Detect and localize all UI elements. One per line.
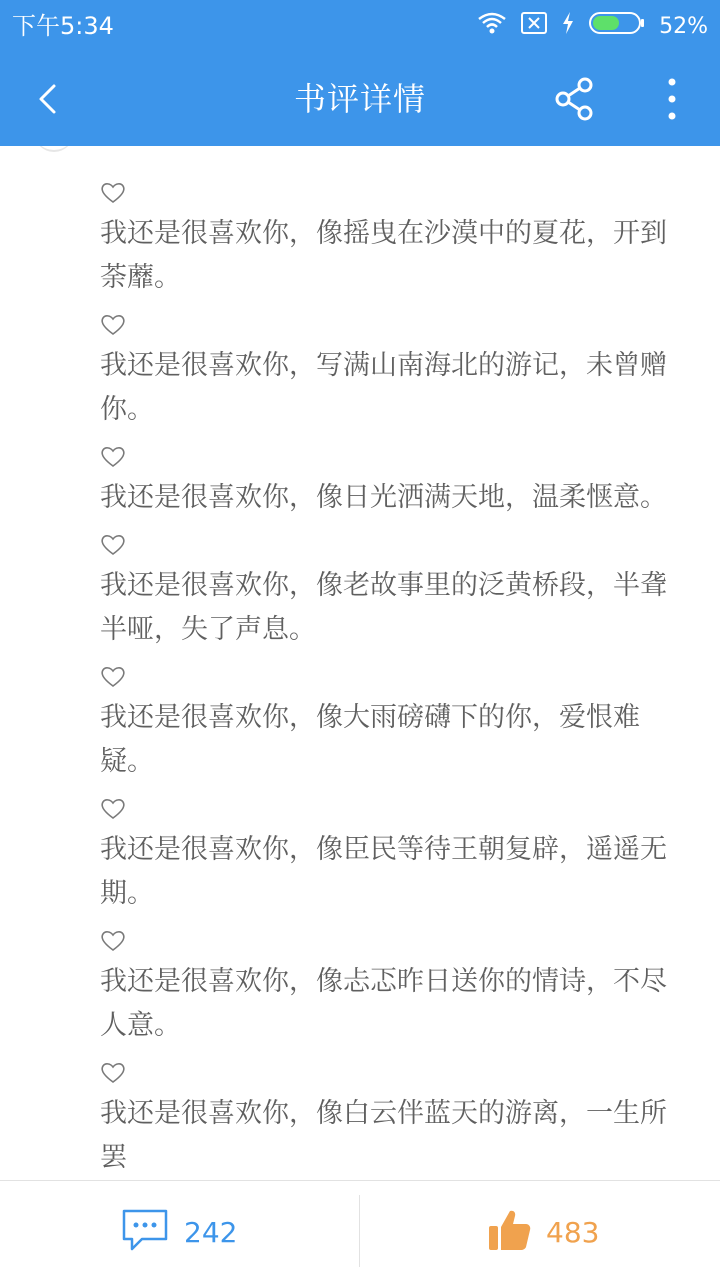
battery-percent: 52% [659, 13, 708, 39]
stanza [100, 1054, 690, 1180]
app-bar [0, 52, 720, 146]
battery-icon [589, 11, 645, 41]
thumbs-up-icon [486, 1207, 532, 1257]
stanza [100, 174, 690, 300]
stanza [100, 306, 690, 432]
divider [359, 1195, 360, 1267]
stanza [100, 438, 690, 520]
charging-icon [561, 11, 575, 41]
more-button[interactable] [650, 74, 694, 124]
sim-x-icon [521, 12, 547, 40]
heart-outline-icon [100, 790, 690, 828]
stanza-text: 我还是很喜欢你，像臣民等待王朝复辟，遥遥无期。 [100, 834, 667, 909]
stanza-text: 我还是很喜欢你，像老故事里的泛黄桥段，半聋半哑，失了声息。 [100, 570, 667, 645]
page-title: 书评详情 [293, 80, 426, 118]
stanza [100, 922, 690, 1048]
stanza-text: 我还是很喜欢你，像日光洒满天地，温柔惬意。 [100, 482, 667, 513]
poem-body [100, 174, 690, 1180]
stanza-text: 我还是很喜欢你，像大雨磅礴下的你，爱恨难疑。 [100, 702, 640, 777]
heart-outline-icon [100, 438, 690, 476]
comment-count: 242 [184, 1215, 238, 1249]
like-count: 483 [546, 1215, 600, 1249]
wifi-icon [477, 11, 507, 41]
stanza-text: 我还是很喜欢你，像摇曳在沙漠中的夏花，开到荼蘼。 [100, 218, 667, 293]
stanza-text: 我还是很喜欢你，像白云伴蓝天的游离，一生所罢 [100, 1098, 667, 1173]
comment-button[interactable] [120, 1205, 237, 1259]
comment-icon [120, 1207, 170, 1257]
heart-outline-icon [100, 174, 690, 212]
like-button[interactable] [486, 1205, 599, 1259]
stanza [100, 526, 690, 652]
stanza-text: 我还是很喜欢你，写满山南海北的游记，未曾赠你。 [100, 350, 667, 425]
status-bar [0, 0, 720, 52]
heart-outline-icon [100, 658, 690, 696]
heart-outline-icon [100, 306, 690, 344]
review-content[interactable] [0, 146, 720, 1180]
bottom-action-bar [0, 1180, 720, 1281]
more-icon [650, 109, 694, 128]
stanza [100, 790, 690, 916]
share-button[interactable] [550, 74, 600, 124]
status-time: 下午5:34 [12, 12, 114, 40]
heart-outline-icon [100, 526, 690, 564]
heart-outline-icon [100, 1054, 690, 1092]
status-icons [477, 10, 708, 42]
avatar [34, 146, 74, 152]
heart-outline-icon [100, 922, 690, 960]
stanza [100, 658, 690, 784]
stanza-text: 我还是很喜欢你，像忐忑昨日送你的情诗，不尽人意。 [100, 966, 667, 1041]
share-icon [550, 109, 600, 128]
